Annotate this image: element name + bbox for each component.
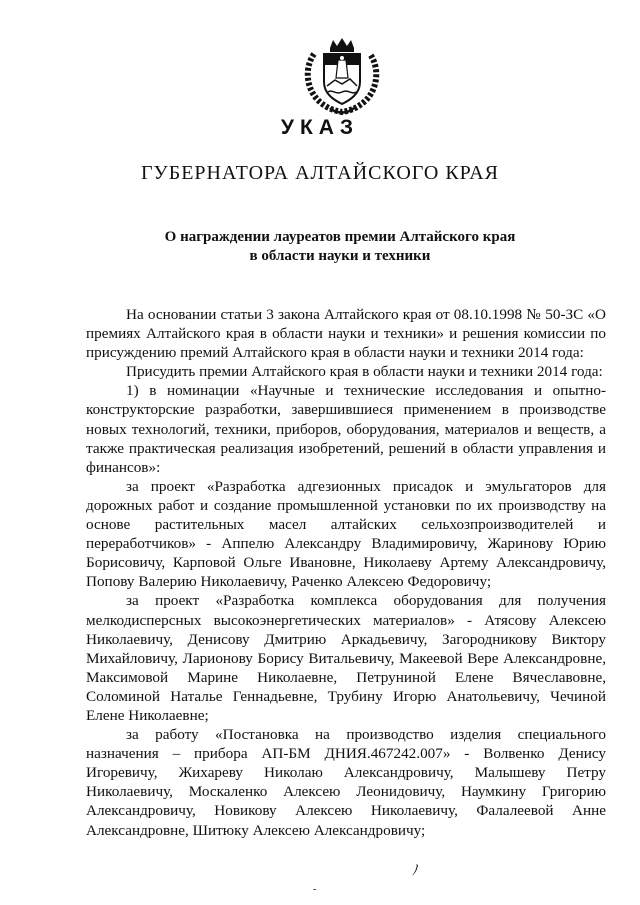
document-type-title: УКАЗ — [280, 116, 360, 139]
paragraph-award: Присудить премии Алтайского края в области науки и техники 2014 года: — [126, 363, 603, 381]
paragraph-project-1: за проект «Разработка адгезионных присадок и эмульгаторов для дорожных работ и создание промышленной установки по их производству на основе растительных масел алтайских сельхозпроизводителей и переработчиков» - Аппелю Александру Владимировичу, Жаринову Юрию Борисовичу, Карповой Ольге Ивановне, Николаеву Артему Александровичу, Попову Валерию Николаевичу, Раченко Алексею Федоровичу; — [86, 477, 606, 591]
subject-line-1: О награждении лауреатов премии Алтайского края — [164, 229, 516, 245]
page-dot: - — [313, 884, 317, 895]
paragraph-basis: На основании статьи 3 закона Алтайского края от 08.10.1998 № 50-ЗС «О премиях Алтайского края в области науки и техники» и решения комиссии по присуждению премий Алтайского края в области науки и техники 2014 года: — [86, 306, 606, 362]
subject-line-2: в области науки и техники — [249, 248, 431, 264]
altai-krai-coat-of-arms-icon — [300, 34, 384, 116]
paragraph-project-2: за проект «Разработка комплекса оборудования для получения мелкодисперсных высокоэнергетических материалов» - Атясову Алексею Николаевичу, Денисову Дмитрию Аркадьевичу, Загородникову Виктору Михайловичу, Ларионову Борису Витальевичу, Макеевой Вере Александровне, Максимовой Марине Николаевне, Петруниной Елене Вячеславовне, Соломиной Наталье Геннадьевне, Трубину Игорю Анатольевичу, Чечиной Елене Николаевне; — [86, 592, 606, 724]
decree-subject — [120, 228, 560, 266]
handwritten-mark: ﾉ — [412, 864, 419, 879]
issuer-title: ГУБЕРНАТОРА АЛТАЙСКОГО КРАЯ — [140, 162, 499, 184]
paragraph-project-3: за работу «Постановка на производство изделия специального назначения – прибора АП-БМ ДНИЯ.467242.007» - Волвенко Денису Игоревичу, Жихареву Николаю Александровичу, Малышеву Петру Николаевичу, Москаленко Алексею Леонидовичу, Наумкину Григорию Александровичу, Новикову Алексею Николаевичу, Фалалеевой Анне Александровне, Шитюку Алексею Александровичу; — [86, 726, 606, 839]
decree-body — [86, 305, 606, 840]
paragraph-nomination-1: 1) в номинации «Научные и технические исследования и опытно-конструкторские разработки, завершившиеся применением в производстве новых технологий, техники, приборов, оборудования, материалов и веществ, а также практическая реализация изобретений, решений в области управления и финансов»: — [86, 382, 606, 476]
